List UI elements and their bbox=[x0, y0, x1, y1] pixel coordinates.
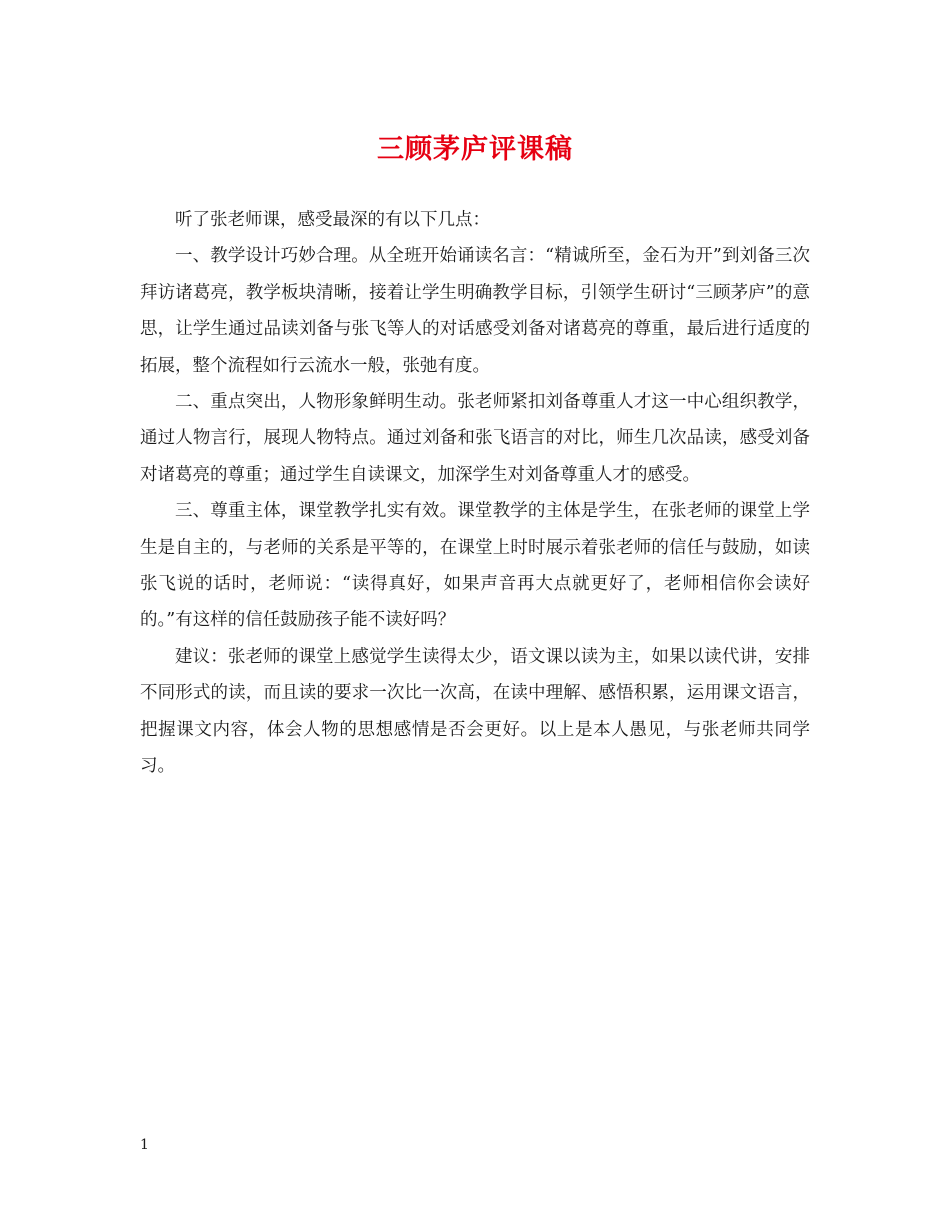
page-number: 1 bbox=[140, 1137, 149, 1153]
paragraph-point-3: 三、尊重主体，课堂教学扎实有效。课堂教学的主体是学生，在张老师的课堂上学生是自主的，与老师的关系是平等的，在课堂上时时展示着张老师的信任与鼓励，如读张飞说的话时，老师说：“读得真好，如果声音再大点就更好了，老师相信你会读好的。”有这样的信任鼓励孩子能不读好吗？ bbox=[140, 501, 810, 631]
paragraph-point-2: 二、重点突出，人物形象鲜明生动。张老师紧扣刘备尊重人才这一中心组织教学，通过人物言行，展现人物特点。通过刘备和张飞语言的对比，师生几次品读，感受刘备对诸葛亮的尊重；通过学生自读课文，加深学生对刘备尊重人才的感受。 bbox=[140, 392, 810, 485]
document-title: 三顾茅庐评课稿 bbox=[377, 134, 573, 165]
paragraph-intro: 听了张老师课，感受最深的有以下几点： bbox=[175, 210, 490, 230]
paragraph-point-1: 一、教学设计巧妙合理。从全班开始诵读名言：“精诚所至，金石为开”到刘备三次拜访诸葛亮，教学板块清晰，接着让学生明确教学目标，引领学生研讨“三顾茅庐”的意思，让学生通过品读刘备与张飞等人的对话感受刘备对诸葛亮的尊重，最后进行适度的拓展，整个流程如行云流水一般，张弛有度。 bbox=[140, 246, 810, 376]
paragraph-suggestion: 建议：张老师的课堂上感觉学生读得太少，语文课以读为主，如果以读代讲，安排不同形式的读，而且读的要求一次比一次高，在读中理解、感悟积累，运用课文语言，把握课文内容，体会人物的思想感情是否会更好。以上是本人愚见，与张老师共同学习。 bbox=[140, 646, 810, 777]
document-body bbox=[140, 202, 810, 785]
